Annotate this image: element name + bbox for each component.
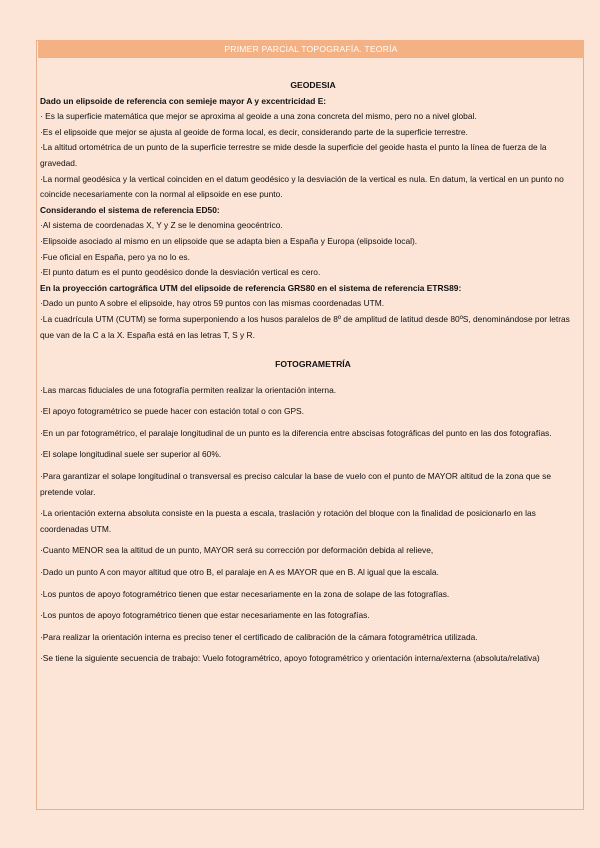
utm-heading: En la proyección cartográfica UTM del elipsoide de referencia GRS80 en el sistema de referencia ETRS89: [40,282,462,293]
list-item: ·Es el elipsoide que mejor se ajusta al geoide de forma local, es decir, considerando parte de la superficie terrestre. [40,126,468,137]
list-item: ·La normal geodésica y la vertical coinciden en el datum geodésico y la desviación de la vertical es nula. En datum, la vertical en un punto no coincide necesariamente con la normal al elipsoide en ese punto. [40,173,564,200]
list-item: · Es la superficie matemática que mejor se aproxima al geoide a una zona concreta del mismo, pero no a nivel global. [40,111,477,122]
list-item: ·El solape longitudinal suele ser superior al 60%. [40,449,222,460]
list-item: ·Dado un punto A sobre el elipsoide, hay otros 59 puntos con las mismas coordenadas UTM. [40,298,385,309]
list-item: ·Al sistema de coordenadas X, Y y Z se le denomina geocéntrico. [40,220,283,231]
list-item: ·La cuadrícula UTM (CUTM) se forma superponiendo a los husos paralelos de 8º de amplitud de latitud desde 80ºS, denominándose por letras que van de la C a la X. España está en las letras T, S y R. [40,313,570,340]
list-item: ·El punto datum es el punto geodésico donde la desviación vertical es cero. [40,267,321,278]
geodesia-intro: Dado un elipsoide de referencia con semieje mayor A y excentricidad E: [40,95,327,106]
list-item: ·Los puntos de apoyo fotogramétrico tienen que estar necesariamente en las fotografías. [40,610,370,621]
section-title-geodesia: GEODESIA [290,80,336,90]
list-item: ·Se tiene la siguiente secuencia de trabajo: Vuelo fotogramétrico, apoyo fotogramétrico y orientación interna/externa (absoluta/relativa) [40,653,540,664]
list-item: ·La orientación externa absoluta consiste en la puesta a escala, traslación y rotación del bloque con la finalidad de posicionarlo en las coordenadas UTM. [40,508,536,534]
list-item: ·Elipsoide asociado al mismo en un elipsoide que se adapta bien a España y Europa (elipsoide local). [40,235,418,246]
document-body [40,78,586,673]
section-fotogrametria [40,357,586,667]
page-banner: PRIMER PARCIAL TOPOGRAFÍA. TEORÍA [38,40,584,58]
list-item: ·Dado un punto A con mayor altitud que otro B, el paralaje en A es MAYOR que en B. Al igual que la escala. [40,567,439,578]
list-item: ·Los puntos de apoyo fotogramétrico tienen que estar necesariamente en la zona de solape de las fotografías. [40,588,450,599]
list-item: ·Cuanto MENOR sea la altitud de un punto, MAYOR será su corrección por deformación debida al relieve, [40,545,434,556]
list-item: ·La altitud ortométrica de un punto de la superficie terrestre se mide desde la superficie del geoide hasta el punto la línea de fuerza de la gravedad. [40,142,547,168]
list-item: ·En un par fotogramétrico, el paralaje longitudinal de un punto es la diferencia entre abscisas fotográficas del punto en las dos fotografías. [40,427,552,438]
section-title-fotogrametria: FOTOGRAMETRÍA [275,359,351,370]
section-geodesia [40,78,586,343]
ed50-heading: Considerando el sistema de referencia ED50: [40,204,220,215]
list-item: ·Las marcas fiduciales de una fotografía permiten realizar la orientación interna. [40,384,337,395]
list-item: ·El apoyo fotogramétrico se puede hacer con estación total o con GPS. [40,406,304,417]
list-item: ·Para realizar la orientación interna es preciso tener el certificado de calibración de la cámara fotogramétrica utilizada. [40,631,478,642]
list-item: ·Fue oficial en España, pero ya no lo es. [40,251,190,262]
list-item: ·Para garantizar el solape longitudinal o transversal es preciso calcular la base de vuelo con el punto de MAYOR altitud de la zona que se pretende volar. [40,471,552,497]
